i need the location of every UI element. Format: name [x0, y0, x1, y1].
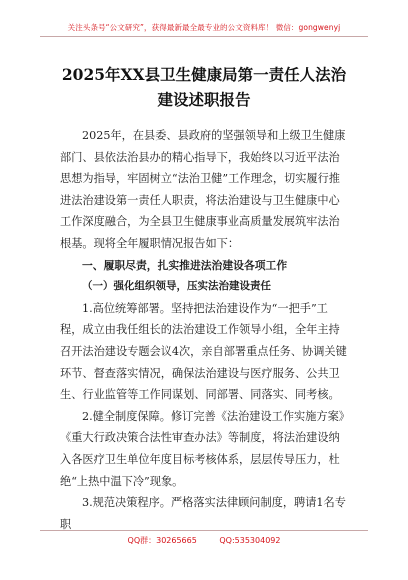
- item-paragraph-3: 3.规范决策程序。严格落实法律顾问制度，聘请1名专职: [60, 496, 346, 531]
- item-paragraph-1: 1.高位统筹部署。坚持把法治建设作为“一把手”工程，成立由我任组长的法治建设工作领导小组，全年主持召开法治建设专题会议4次，亲自部署重点任务、协调关键环节、督查落实情况，确保法治建设与医疗服务、公共卫生、行业监管等工作同谋划、同部署、同落实、同考核。: [60, 301, 347, 402]
- footer-qq-group: QQ群：30265665: [127, 536, 197, 545]
- footer: [0, 535, 408, 546]
- document-body: [60, 125, 350, 535]
- top-divider: [40, 36, 368, 37]
- item-paragraph-2: 2.健全制度保障。修订完善《法治建设工作实施方案》《重大行政决策合法性审查办法》等制度，将法治建设纳入各医疗卫生单位年度目标考核体系，层层传导压力，杜绝“上热中温下冷”现象。: [60, 409, 350, 488]
- footer-qq: QQ:535304092: [219, 536, 281, 545]
- subsection-heading: （一）强化组织领导，压实法治建设责任: [82, 280, 271, 293]
- title-line-2: 建设述职报告: [157, 90, 251, 109]
- bottom-divider: [40, 530, 368, 531]
- document-title: [36, 62, 372, 112]
- intro-paragraph: 2025年，在县委、县政府的坚强领导和上级卫生健康部门、县依法治县办的精心指导下，我始终以习近平法治思想为指导，牢固树立“法治卫健”工作理念，切实履行推进法治建设第一责任人职责，将法治建设与卫生健康中心工作深度融合，为全县卫生健康事业高质量发展筑牢法治根基。现将全年履职情况报告如下：: [60, 129, 346, 250]
- top-banner: 关注头条号“公文研究”，获得最新最全最专业的公文资料库！ 微信：gongwenyj: [67, 23, 341, 32]
- section-heading: 一、履职尽责，扎实推进法治建设各项工作: [82, 258, 288, 272]
- title-line-1: 2025年XX县卫生健康局第一责任人法治: [61, 65, 347, 84]
